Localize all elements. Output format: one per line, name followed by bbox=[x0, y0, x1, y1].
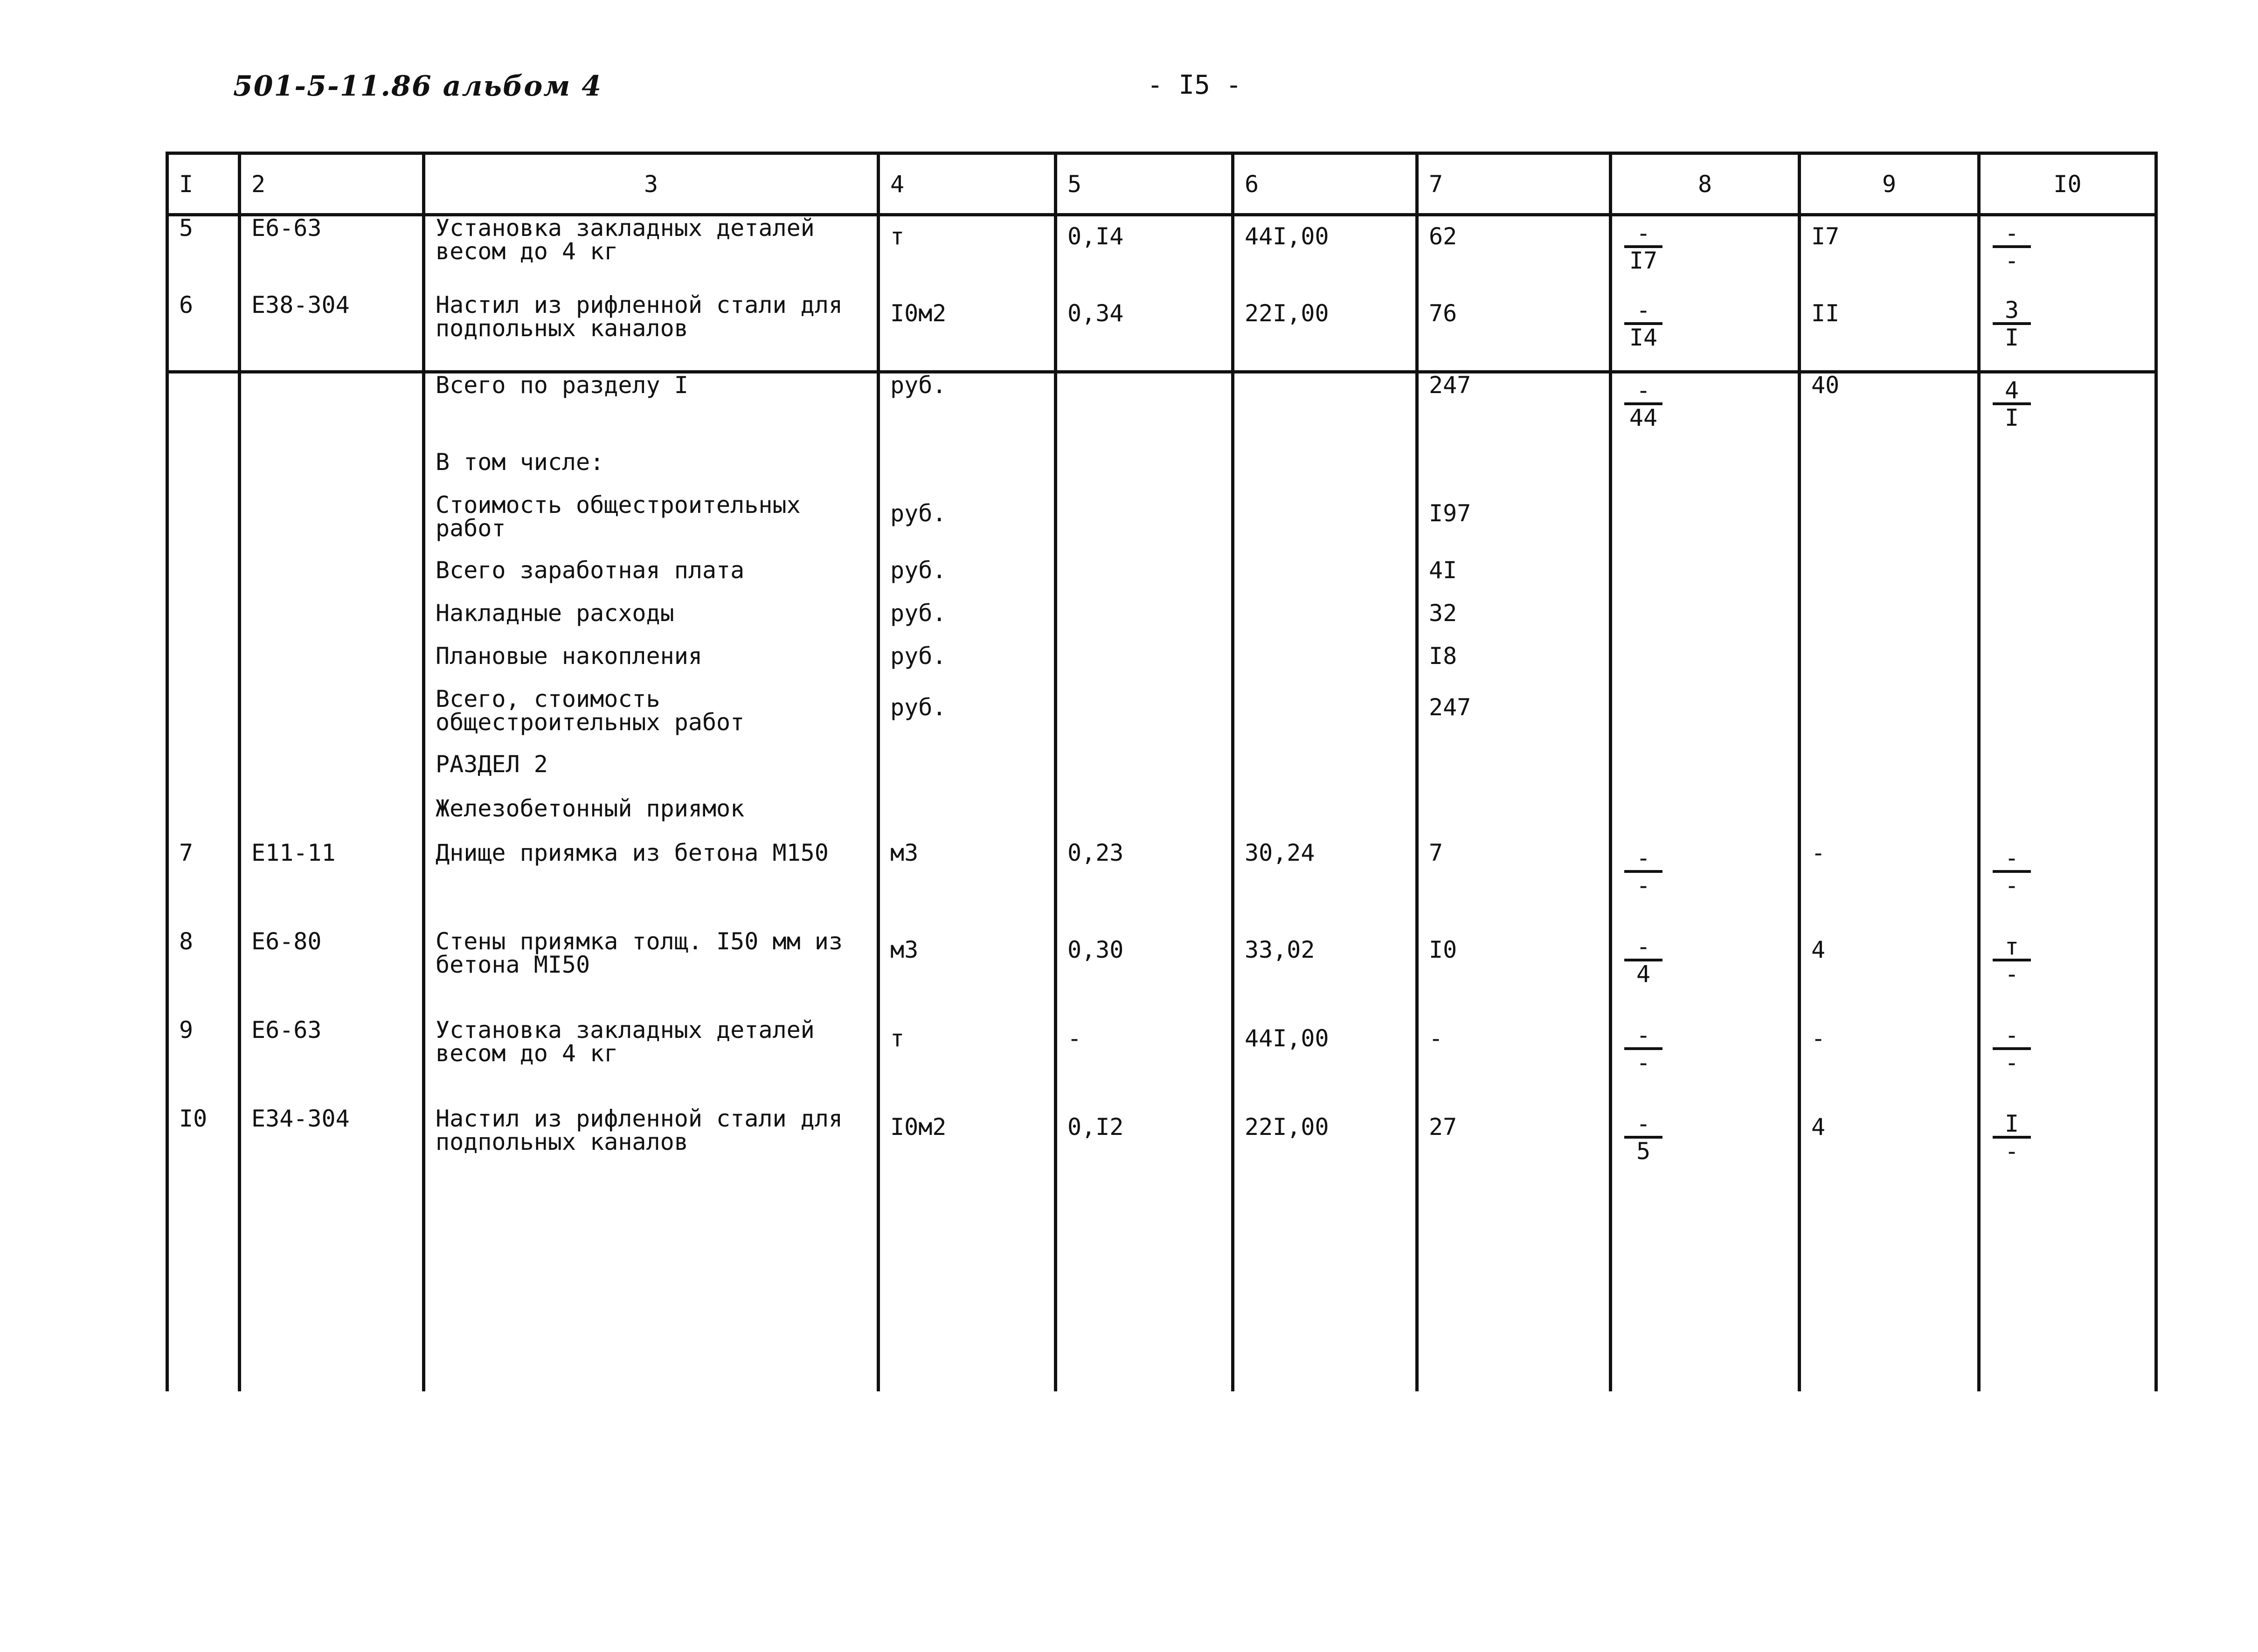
col-header-6: 6 bbox=[1233, 153, 1417, 215]
quantity: 0,30 bbox=[1067, 936, 1124, 963]
col8-fraction: $\frac{-}{4}$ bbox=[1622, 934, 1664, 987]
col8-fraction: $\frac{-}{44}$ bbox=[1622, 378, 1664, 430]
unit: т bbox=[890, 223, 905, 250]
page-number: - I5 - bbox=[1147, 70, 1242, 100]
breakdown-unit: руб. bbox=[879, 601, 1056, 644]
breakdown-label: Всего заработная плата bbox=[424, 559, 879, 601]
empty-trailing-row bbox=[167, 1196, 2156, 1391]
col9-value: 40 bbox=[1800, 372, 1979, 451]
breakdown-row bbox=[167, 559, 2156, 601]
col10-fraction: $\frac{4}{I}$ bbox=[1991, 378, 2033, 430]
col-header-8: 8 bbox=[1611, 153, 1800, 215]
quantity: 0,I4 bbox=[1067, 223, 1124, 250]
row-number: 7 bbox=[167, 841, 240, 930]
total-cost: 7 bbox=[1417, 841, 1611, 930]
quantity: 0,23 bbox=[1056, 841, 1233, 930]
breakdown-label: Всего, стоимость общестроительных работ bbox=[424, 687, 879, 753]
breakdown-value: 247 bbox=[1429, 694, 1471, 721]
col8-fraction: $\frac{-}{5}$ bbox=[1622, 1112, 1664, 1164]
table-row bbox=[167, 215, 2156, 294]
column-header-row bbox=[167, 153, 2156, 215]
col10-fraction: $\frac{т}{-}$ bbox=[1991, 934, 2033, 987]
table-row bbox=[167, 930, 2156, 1018]
unit-price: 44I,00 bbox=[1245, 223, 1329, 250]
work-description: Установка закладных деталей весом до 4 кг bbox=[424, 1018, 879, 1107]
including-label: В том числе: bbox=[424, 450, 879, 493]
row-number: 6 bbox=[167, 293, 240, 372]
col10-fraction: $\frac{-}{-}$ bbox=[1991, 221, 2033, 273]
col-header-1: I bbox=[167, 153, 240, 215]
rate-code: Е6-63 bbox=[240, 215, 424, 294]
section-heading-row bbox=[167, 753, 2156, 797]
unit-price: 30,24 bbox=[1233, 841, 1417, 930]
work-description: Настил из рифленной стали для подпольных каналов bbox=[424, 1107, 879, 1196]
table-row bbox=[167, 841, 2156, 930]
unit: м3 bbox=[879, 841, 1056, 930]
col-header-4: 4 bbox=[879, 153, 1056, 215]
estimate-table bbox=[166, 152, 2158, 1391]
col10-fraction: $\frac{I}{-}$ bbox=[1991, 1112, 2033, 1164]
total-cost: 76 bbox=[1429, 300, 1457, 327]
col10-fraction: $\frac{3}{I}$ bbox=[1991, 298, 2033, 350]
row-number: 9 bbox=[167, 1018, 240, 1107]
breakdown-label: Накладные расходы bbox=[424, 601, 879, 644]
total-cost: - bbox=[1429, 1025, 1443, 1052]
breakdown-unit: руб. bbox=[879, 644, 1056, 687]
col8-fraction: $\frac{-}{I7}$ bbox=[1622, 221, 1664, 273]
breakdown-unit: руб. bbox=[879, 559, 1056, 601]
rate-code: Е6-80 bbox=[240, 930, 424, 1018]
total-cost: 27 bbox=[1429, 1113, 1457, 1141]
breakdown-row bbox=[167, 601, 2156, 644]
section-total-label: Всего по разделу I bbox=[424, 372, 879, 451]
col9-value: I7 bbox=[1811, 223, 1840, 250]
breakdown-unit: руб. bbox=[890, 694, 947, 721]
col9-value: - bbox=[1811, 1025, 1826, 1052]
section-2-title: РАЗДЕЛ 2 bbox=[424, 753, 879, 797]
breakdown-value: 4I bbox=[1417, 559, 1611, 601]
section-subtitle-row bbox=[167, 797, 2156, 841]
total-cost: I0 bbox=[1429, 936, 1457, 963]
work-description: Установка закладных деталей весом до 4 кг bbox=[424, 215, 879, 294]
row-number: 5 bbox=[167, 215, 240, 294]
breakdown-unit: руб. bbox=[890, 500, 947, 527]
col9-value: - bbox=[1800, 841, 1979, 930]
col10-fraction: $\frac{-}{-}$ bbox=[1991, 846, 2033, 898]
table-row bbox=[167, 1018, 2156, 1107]
breakdown-value: 32 bbox=[1417, 601, 1611, 644]
row-number: I0 bbox=[167, 1107, 240, 1196]
section-2-subtitle: Железобетонный приямок bbox=[424, 797, 879, 841]
quantity: 0,34 bbox=[1067, 300, 1124, 327]
col8-fraction: $\frac{-}{-}$ bbox=[1622, 1023, 1664, 1075]
rate-code: Е6-63 bbox=[240, 1018, 424, 1107]
table-row bbox=[167, 293, 2156, 372]
quantity: - bbox=[1067, 1025, 1082, 1052]
breakdown-row bbox=[167, 687, 2156, 753]
col9-value: 4 bbox=[1811, 936, 1826, 963]
rate-code: Е11-11 bbox=[240, 841, 424, 930]
unit-price: 44I,00 bbox=[1245, 1025, 1329, 1052]
section-total-unit: руб. bbox=[879, 372, 1056, 451]
col8-fraction: $\frac{-}{I4}$ bbox=[1622, 298, 1664, 350]
col-header-2: 2 bbox=[240, 153, 424, 215]
document-code: 501-5-11.86 альбом 4 bbox=[233, 70, 602, 103]
col-header-10: I0 bbox=[1979, 153, 2156, 215]
breakdown-label: Стоимость общестроительных работ bbox=[424, 493, 879, 559]
work-description: Настил из рифленной стали для подпольных каналов bbox=[424, 293, 879, 372]
unit: I0м2 bbox=[890, 1113, 947, 1141]
section-total-row bbox=[167, 372, 2156, 451]
including-row bbox=[167, 450, 2156, 493]
col-header-7: 7 bbox=[1417, 153, 1611, 215]
unit-price: 22I,00 bbox=[1245, 300, 1329, 327]
quantity: 0,I2 bbox=[1067, 1113, 1124, 1141]
col-header-9: 9 bbox=[1800, 153, 1979, 215]
col10-fraction: $\frac{-}{-}$ bbox=[1991, 1023, 2033, 1075]
unit-price: 33,02 bbox=[1245, 936, 1315, 963]
unit: I0м2 bbox=[890, 300, 947, 327]
work-description: Днище приямка из бетона М150 bbox=[424, 841, 879, 930]
rate-code: Е38-304 bbox=[240, 293, 424, 372]
unit-price: 22I,00 bbox=[1245, 1113, 1329, 1141]
row-number: 8 bbox=[167, 930, 240, 1018]
breakdown-label: Плановые накопления bbox=[424, 644, 879, 687]
col9-value: 4 bbox=[1811, 1113, 1826, 1141]
breakdown-row bbox=[167, 644, 2156, 687]
col-header-5: 5 bbox=[1056, 153, 1233, 215]
col-header-3: 3 bbox=[424, 153, 879, 215]
col9-value: II bbox=[1811, 300, 1840, 327]
work-description: Стены приямка толщ. I50 мм из бетона МI50 bbox=[424, 930, 879, 1018]
table-row bbox=[167, 1107, 2156, 1196]
total-cost: 62 bbox=[1429, 223, 1457, 250]
unit: м3 bbox=[890, 936, 919, 963]
section-total-value: 247 bbox=[1417, 372, 1611, 451]
unit: т bbox=[890, 1025, 905, 1052]
rate-code: Е34-304 bbox=[240, 1107, 424, 1196]
breakdown-value: I97 bbox=[1429, 500, 1471, 527]
breakdown-row bbox=[167, 493, 2156, 559]
breakdown-value: I8 bbox=[1417, 644, 1611, 687]
col8-fraction: $\frac{-}{-}$ bbox=[1622, 846, 1664, 898]
